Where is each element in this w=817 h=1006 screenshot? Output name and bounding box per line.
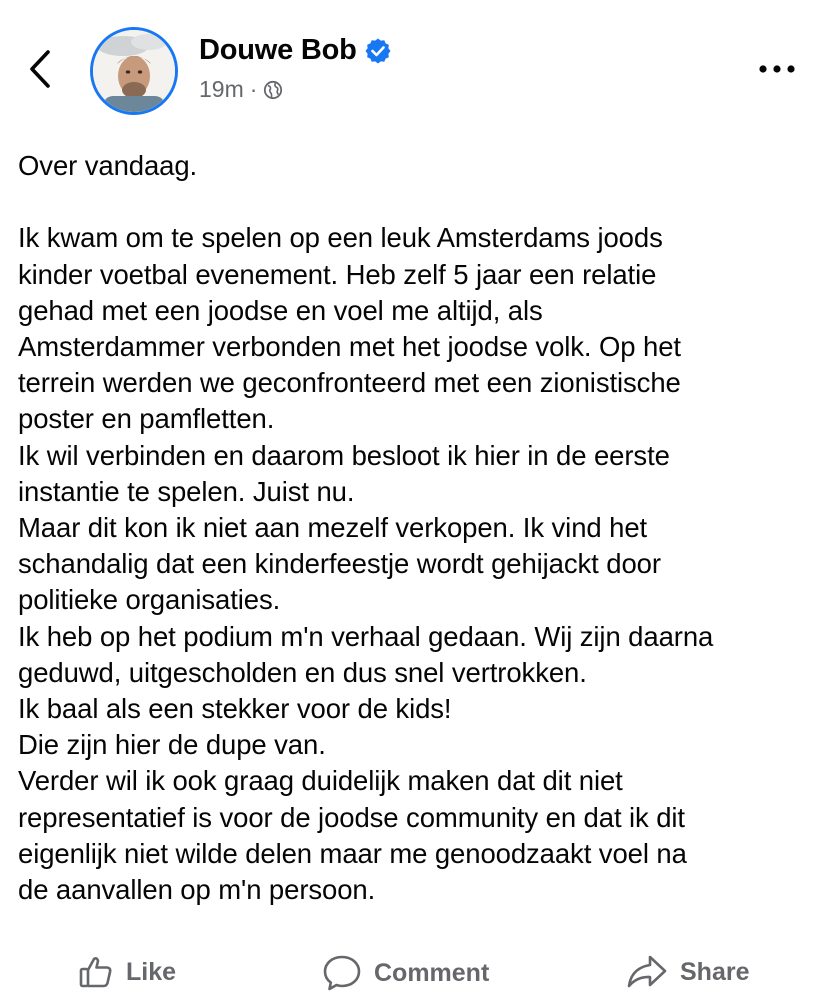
post-text-line: geduwd, uitgescholden en dus snel vertrokken. [18, 656, 587, 688]
thumbs-up-icon [78, 954, 114, 990]
post-text-line: representatief is voor de joodse community en dat ik dit [18, 801, 685, 833]
post-text-line: instantie te spelen. Juist nu. [18, 475, 355, 507]
post-text-line: Maar dit kon ik niet aan mezelf verkopen. Ik vind het [18, 512, 648, 544]
post-text-line: Amsterdammer verbonden met het joodse volk. Op het [18, 331, 681, 362]
post-text-line: Ik wil verbinden en daarom besloot ik hier in de eerste [18, 439, 670, 471]
post-text-line: Over vandaag. [18, 150, 198, 181]
more-options-button[interactable] [755, 54, 799, 84]
comment-button[interactable] [322, 954, 489, 992]
globe-icon [263, 80, 283, 100]
meta-separator: · [249, 76, 258, 102]
post-actions-bar [0, 944, 817, 1006]
chevron-left-icon [26, 48, 54, 90]
post-text-line: Ik kwam om te spelen op een leuk Amsterdams joods [18, 222, 663, 254]
post-text-line: Ik baal als een stekker voor de kids! [18, 693, 452, 725]
share-label: Share [680, 957, 750, 986]
post-text-line: politieke organisaties. [18, 584, 281, 616]
like-label: Like [126, 957, 177, 986]
comment-bubble-icon [322, 954, 362, 992]
post-text [18, 148, 808, 908]
post-text-line: Die zijn hier de dupe van. [18, 729, 326, 761]
share-arrow-icon [626, 954, 668, 990]
back-button[interactable] [22, 46, 58, 92]
more-dots-icon [757, 64, 797, 74]
share-button[interactable] [626, 954, 749, 990]
post-text-line: gehad met een joodse en voel me altijd, als [18, 294, 543, 326]
post-text-line: schandalig dat een kinderfeestje wordt gehijackt door [18, 548, 661, 580]
post-text-line: de aanvallen op m'n persoon. [18, 874, 376, 906]
avatar-image [93, 30, 175, 112]
author-row [199, 34, 391, 67]
post-text-line: poster en pamfletten. [18, 403, 275, 435]
post-meta [199, 76, 283, 103]
like-button[interactable] [78, 954, 176, 990]
post-text-line: Verder wil ik ook graag duidelijk maken dat dit niet [18, 765, 623, 797]
post-text-line: terrein werden we geconfronteerd met een zionistische [18, 367, 681, 399]
blank-line [18, 184, 808, 220]
post-text-line: kinder voetbal evenement. Heb zelf 5 jaar een relatie [18, 258, 657, 290]
post-timestamp[interactable]: 19m [199, 76, 244, 102]
comment-label: Comment [374, 958, 490, 987]
post-text-line: eigenlijk niet wilde delen maar me genoodzaakt voel na [18, 837, 687, 869]
avatar[interactable] [93, 30, 175, 112]
verified-badge-icon [365, 38, 391, 64]
post-header [0, 0, 817, 130]
author-name[interactable]: Douwe Bob [199, 34, 357, 66]
post-text-line: Ik heb op het podium m'n verhaal gedaan. Wij zijn daarna [18, 620, 714, 652]
